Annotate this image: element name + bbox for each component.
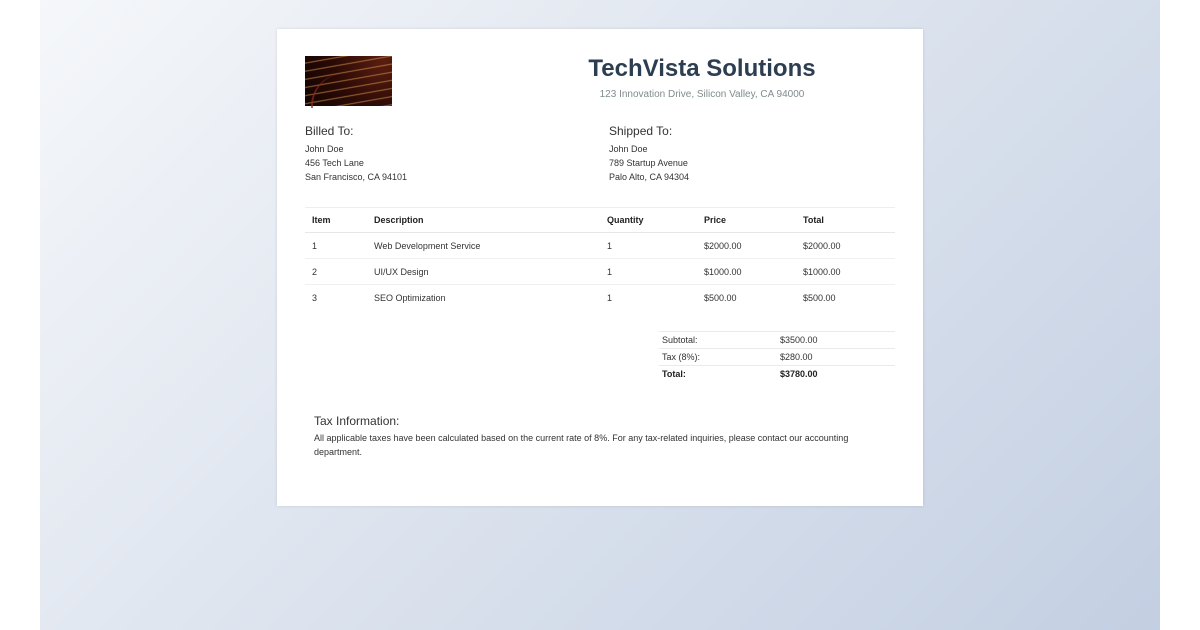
cell-description: UI/UX Design: [367, 259, 600, 285]
cell-total: $500.00: [803, 292, 836, 303]
tax-information-title: Tax Information:: [314, 414, 400, 428]
cell-item: 2: [305, 259, 367, 285]
company-logo-image: [305, 56, 392, 106]
subtotal-value: $3500.00: [777, 332, 895, 349]
cell-item: 1: [305, 233, 367, 259]
cell-quantity: 1: [607, 292, 613, 303]
table-row: [305, 259, 895, 285]
header-item: Item: [305, 208, 367, 233]
company-address: 123 Innovation Drive, Silicon Valley, CA 94000: [599, 89, 805, 100]
company-header: [527, 53, 877, 100]
billed-to-street: 456 Tech Lane: [305, 158, 364, 168]
header-total: Total: [796, 208, 895, 233]
tax-value: $280.00: [777, 349, 895, 366]
tax-information-body: All applicable taxes have been calculated based on the current rate of 8%. For any tax-related inquiries, please contact our accounting department.: [314, 433, 849, 457]
subtotal-label: Subtotal:: [659, 332, 777, 349]
shipped-to-section: [609, 123, 689, 184]
cell-quantity: 1: [600, 233, 697, 259]
summary-tax-row: [659, 349, 895, 366]
shipped-to-name: John Doe: [609, 144, 648, 154]
header-price: Price: [697, 208, 796, 233]
cell-description: SEO Optimization: [374, 292, 446, 303]
shipped-to-title: Shipped To:: [609, 124, 673, 138]
summary-subtotal-row: [659, 332, 895, 349]
total-value: $3780.00: [777, 366, 895, 383]
cell-item: 3: [312, 292, 318, 303]
billed-to-title: Billed To:: [305, 124, 354, 138]
billed-to-name: John Doe: [305, 144, 344, 154]
cell-price: $500.00: [704, 292, 737, 303]
total-label: Total:: [659, 366, 777, 383]
company-name: TechVista Solutions: [588, 55, 816, 82]
cell-quantity: 1: [600, 259, 697, 285]
cell-total: $2000.00: [796, 233, 895, 259]
billed-to-city: San Francisco, CA 94101: [305, 172, 408, 182]
table-row: [305, 285, 895, 311]
shipped-to-city: Palo Alto, CA 94304: [609, 172, 690, 182]
invoice-card: [277, 29, 923, 506]
header-description: Description: [367, 208, 600, 233]
summary-total-row: [659, 366, 895, 383]
tax-label: Tax (8%):: [659, 349, 777, 366]
cell-price: $1000.00: [697, 259, 796, 285]
table-row: [305, 233, 895, 259]
items-table: [305, 207, 895, 310]
billed-to-section: [305, 123, 407, 184]
cell-total: $1000.00: [796, 259, 895, 285]
shipped-to-street: 789 Startup Avenue: [609, 158, 688, 168]
cell-description: Web Development Service: [367, 233, 600, 259]
items-table-header: [305, 208, 895, 233]
header-quantity: Quantity: [600, 208, 697, 233]
summary-table: [659, 331, 895, 382]
tax-information-section: [314, 413, 884, 459]
cell-price: $2000.00: [697, 233, 796, 259]
